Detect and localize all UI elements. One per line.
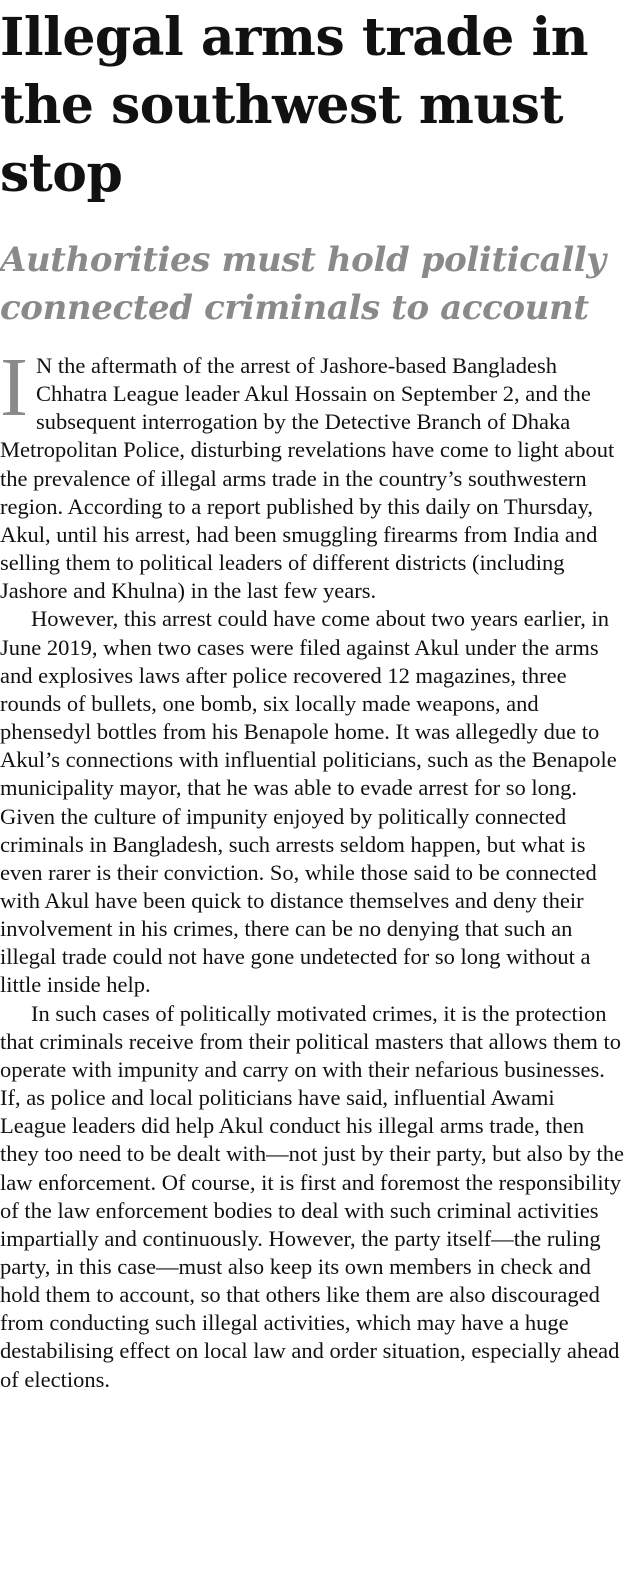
paragraph-3: In such cases of politically motivated crimes, it is the protection that criminals receive from their political masters that allows them to operate with impunity and carry on with their nefarious businesses. If, as police and local politicians have said, influential Awami League leaders did help Akul conduct his illegal arms trade, then they too need to be dealt with—not just by their party, but also by the law enforcement. Of course, it is first and foremost the responsibility of the law enforcement bodies to deal with such criminal activities impartially and continuously. However, the party itself—the ruling party, in this case—must also keep its own members in check and hold them to account, so that others like them are also discouraged from conducting such illegal activities, which may have a huge destabilising effect on local law and order situation, especially ahead of elections. — [0, 1000, 625, 1392]
drop-cap: I — [0, 341, 28, 434]
article-headline: Illegal arms trade in the southwest must stop — [0, 7, 589, 204]
paragraph-1 — [0, 341, 626, 605]
paragraph-1-text: N the aftermath of the arrest of Jashore-based Bangladesh Chhatra League leader Akul Hossain on September 2, and the subsequent interrogation by the Detective Branch of Dhaka Metropolitan Police, disturbing revelations have come to light about the prevalence of illegal arms trade in the country’s southwestern region. According to a report published by this daily on Thursday, Akul, until his arrest, had been smuggling firearms from India and selling them to political leaders of different districts (including Jashore and Khulna) in the last few years. — [0, 353, 615, 604]
paragraph-2: However, this arrest could have come about two years earlier, in June 2019, when two cases were filed against Akul under the arms and explosives laws after police recovered 12 magazines, three rounds of bullets, one bomb, six locally made weapons, and phensedyl bottles from his Benapole home. It was allegedly due to Akul’s connections with influential politicians, such as the Benapole municipality mayor, that he was able to evade arrest for so long. Given the culture of impunity enjoyed by politically connected criminals in Bangladesh, such arrests seldom happen, but what is even rarer is their conviction. So, while those said to be connected with Akul have been quick to distance themselves and deny their involvement in his crimes, there can be no denying that such an illegal trade could not have gone undetected for so long without a little inside help. — [0, 606, 617, 998]
article-body — [0, 341, 626, 1394]
article-subheadline: Authorities must hold politically connected criminals to account — [0, 240, 606, 328]
